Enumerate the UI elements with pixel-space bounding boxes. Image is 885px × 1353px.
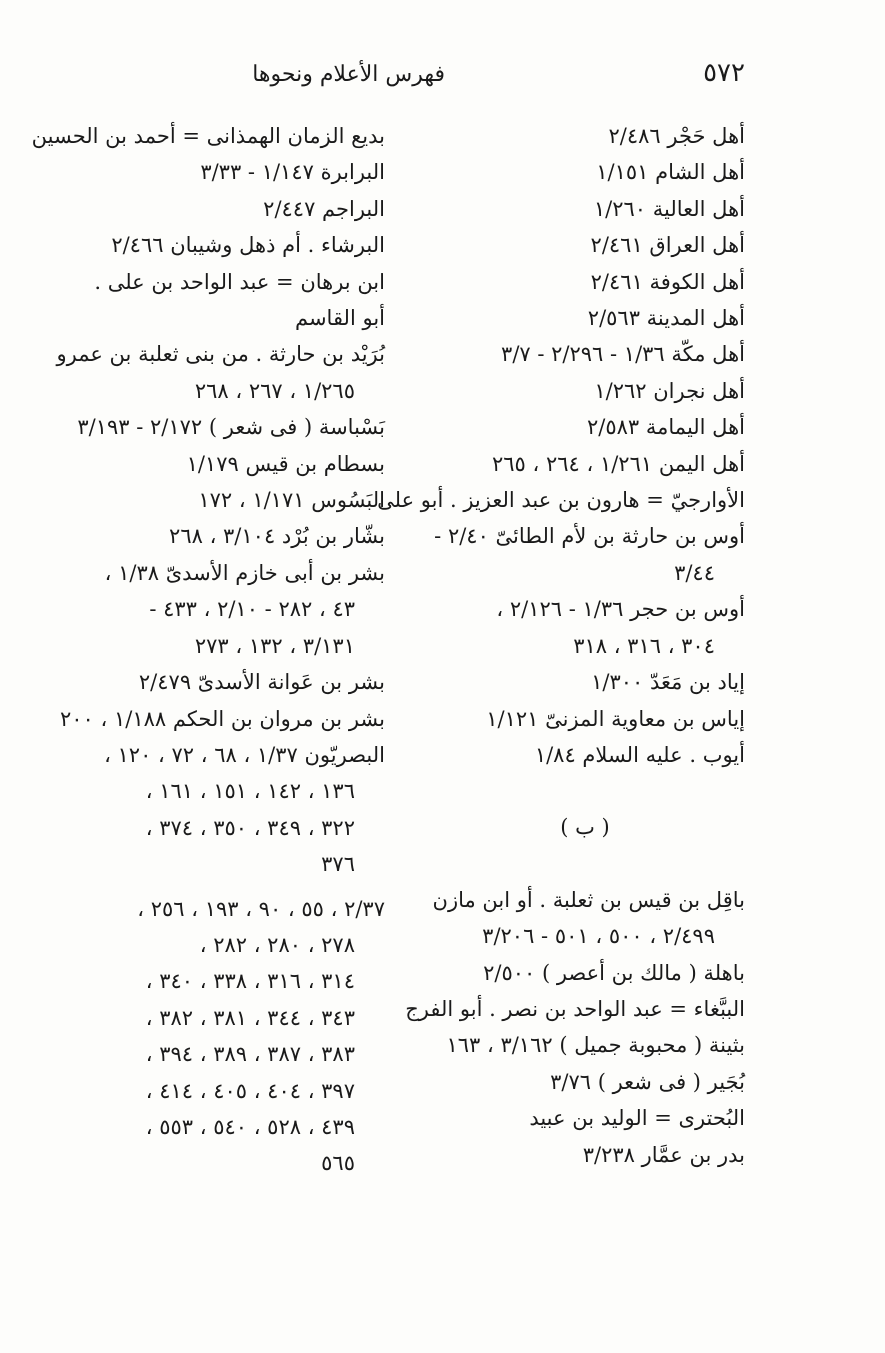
index-column-right xyxy=(377,118,745,1173)
index-entry: أوس بن حارثة بن لأم الطائىّ ٢/٤٠ - xyxy=(434,524,745,549)
index-entry: أهل مكّة ١/٣٦ - ٢/٢٩٦ - ٣/٧ xyxy=(501,342,745,367)
index-entry: أهل المدينة ٢/٥٦٣ xyxy=(587,306,745,331)
index-entry: أبو القاسم xyxy=(294,306,385,331)
index-entry: باهلة ( مالك بن أعصر ) ٢/٥٠٠ xyxy=(483,960,745,985)
index-entry: إياد بن مَعَدّ ١/٣٠٠ xyxy=(591,670,745,695)
index-entry: بُجَير ( فى شعر ) ٣/٧٦ xyxy=(550,1069,745,1094)
index-entry-continuation: ٣٠٤ ، ٣١٦ ، ٣١٨ xyxy=(573,633,715,658)
index-entry: البصريّون ١/٣٧ ، ٦٨ ، ٧٢ ، ١٢٠ ، xyxy=(104,742,385,767)
running-title: فهرس الأعلام ونحوها xyxy=(252,62,445,87)
index-entry-continuation: ٤٣ ، ٢٨٢ - ٢/١٠ ، ٤٣٣ - xyxy=(149,597,355,622)
index-entry-continuation: ٣٨٣ ، ٣٨٧ ، ٣٨٩ ، ٣٩٤ ، xyxy=(145,1042,355,1067)
index-entry: أيوب . عليه السلام ١/٨٤ xyxy=(534,742,745,767)
index-entry: ٢/٣٧ ، ٥٥ ، ٩٠ ، ١٩٣ ، ٢٥٦ ، xyxy=(137,896,385,921)
page-header xyxy=(60,58,745,98)
index-entry: أهل اليمن ١/٢٦١ ، ٢٦٤ ، ٢٦٥ xyxy=(491,451,745,476)
index-entry-continuation: ٣/١٣١ ، ١٣٢ ، ٢٧٣ xyxy=(194,633,355,658)
index-entry: إياس بن معاوية المزنىّ ١/١٢١ xyxy=(486,706,745,731)
index-entry: الأوارجيّ = هارون بن عبد العزيز . أبو على xyxy=(377,488,745,513)
index-entry: باقِل بن قيس بن ثعلبة . أو ابن مازن xyxy=(432,887,745,912)
index-entry: البراجم ٢/٤٤٧ xyxy=(263,196,385,221)
index-entry: أهل نجران ١/٢٦٢ xyxy=(594,378,745,403)
index-entry: أهل العراق ٢/٤٦١ xyxy=(590,233,745,258)
index-entry-continuation: ٣٩٧ ، ٤٠٤ ، ٤٠٥ ، ٤١٤ ، xyxy=(145,1078,355,1103)
index-entry: أهل الكوفة ٢/٤٦١ xyxy=(590,269,745,294)
index-entry-continuation: ٣٧٦ xyxy=(321,852,355,877)
index-entry: البَسُوس ١/١٧١ ، ١٧٢ xyxy=(198,488,385,513)
page-number: ٥٧٢ xyxy=(703,58,745,88)
index-entry: بشر بن عَوانة الأسدىّ ٢/٤٧٩ xyxy=(138,670,385,695)
index-entry: أوس بن حجر ١/٣٦ - ٢/١٢٦ ، xyxy=(496,597,745,622)
index-entry: بُرَيْد بن حارثة . من بنى ثعلبة بن عمرو xyxy=(56,342,385,367)
index-entry-continuation: ٣/٤٤ xyxy=(674,560,715,585)
index-entry: بدر بن عمَّار ٣/٢٣٨ xyxy=(582,1142,745,1167)
index-entry: البرشاء . أم ذهل وشيبان ٢/٤٦٦ xyxy=(111,233,385,258)
section-heading: ( ب ) xyxy=(560,815,610,840)
index-entry: بديع الزمان الهمذانى = أحمد بن الحسين xyxy=(31,124,385,148)
index-entry-continuation: ٢/٤٩٩ ، ٥٠٠ ، ٥٠١ - ٣/٢٠٦ xyxy=(482,924,715,949)
index-entry: أهل حَجْر ٢/٤٨٦ xyxy=(608,124,745,148)
index-entry: بثينة ( محبوبة جميل ) ٣/١٦٢ ، ١٦٣ xyxy=(446,1033,745,1058)
index-entry: ابن برهان = عبد الواحد بن على . xyxy=(94,269,385,294)
index-entry-continuation: ٣٤٣ ، ٣٤٤ ، ٣٨١ ، ٣٨٢ ، xyxy=(145,1005,355,1030)
index-entry: البُحترى = الوليد بن عبيد xyxy=(529,1106,745,1131)
index-entry: أهل اليمامة ٢/٥٨٣ xyxy=(587,415,745,440)
index-entry-continuation: ١/٢٦٥ ، ٢٦٧ ، ٢٦٨ xyxy=(194,378,355,403)
index-entry: أهل الشام ١/١٥١ xyxy=(596,160,745,185)
index-entry: بشر بن أبى خازم الأسدىّ ١/٣٨ ، xyxy=(104,560,385,585)
index-entry: البرابرة ١/١٤٧ - ٣/٣٣ xyxy=(200,160,385,185)
index-entry-continuation: ٢٧٨ ، ٢٨٠ ، ٢٨٢ ، xyxy=(199,932,355,957)
index-entry-continuation: ٣٢٢ ، ٣٤٩ ، ٣٥٠ ، ٣٧٤ ، xyxy=(145,815,355,840)
index-entry: بسطام بن قيس ١/١٧٩ xyxy=(186,451,385,476)
index-entry: بشر بن مروان بن الحكم ١/١٨٨ ، ٢٠٠ xyxy=(60,706,385,731)
index-entry: بشّار بن بُرْد ٣/١٠٤ ، ٢٦٨ xyxy=(169,524,385,549)
index-entry: الببَّغاء = عبد الواحد بن نصر . أبو الفرج xyxy=(405,996,745,1021)
index-entry-continuation: ٤٣٩ ، ٥٢٨ ، ٥٤٠ ، ٥٥٣ ، xyxy=(145,1114,355,1139)
index-entry-continuation: ١٣٦ ، ١٤٢ ، ١٥١ ، ١٦١ ، xyxy=(145,779,355,804)
index-column-left xyxy=(31,118,385,1182)
index-entry-continuation: ٥٦٥ xyxy=(321,1151,355,1176)
index-entry-continuation: ٣١٤ ، ٣١٦ ، ٣٣٨ ، ٣٤٠ ، xyxy=(145,969,355,994)
index-entry: أهل العالية ١/٢٦٠ xyxy=(593,196,745,221)
index-entry: بَسْباسة ( فى شعر ) ٢/١٧٢ - ٣/١٩٣ xyxy=(77,415,385,440)
